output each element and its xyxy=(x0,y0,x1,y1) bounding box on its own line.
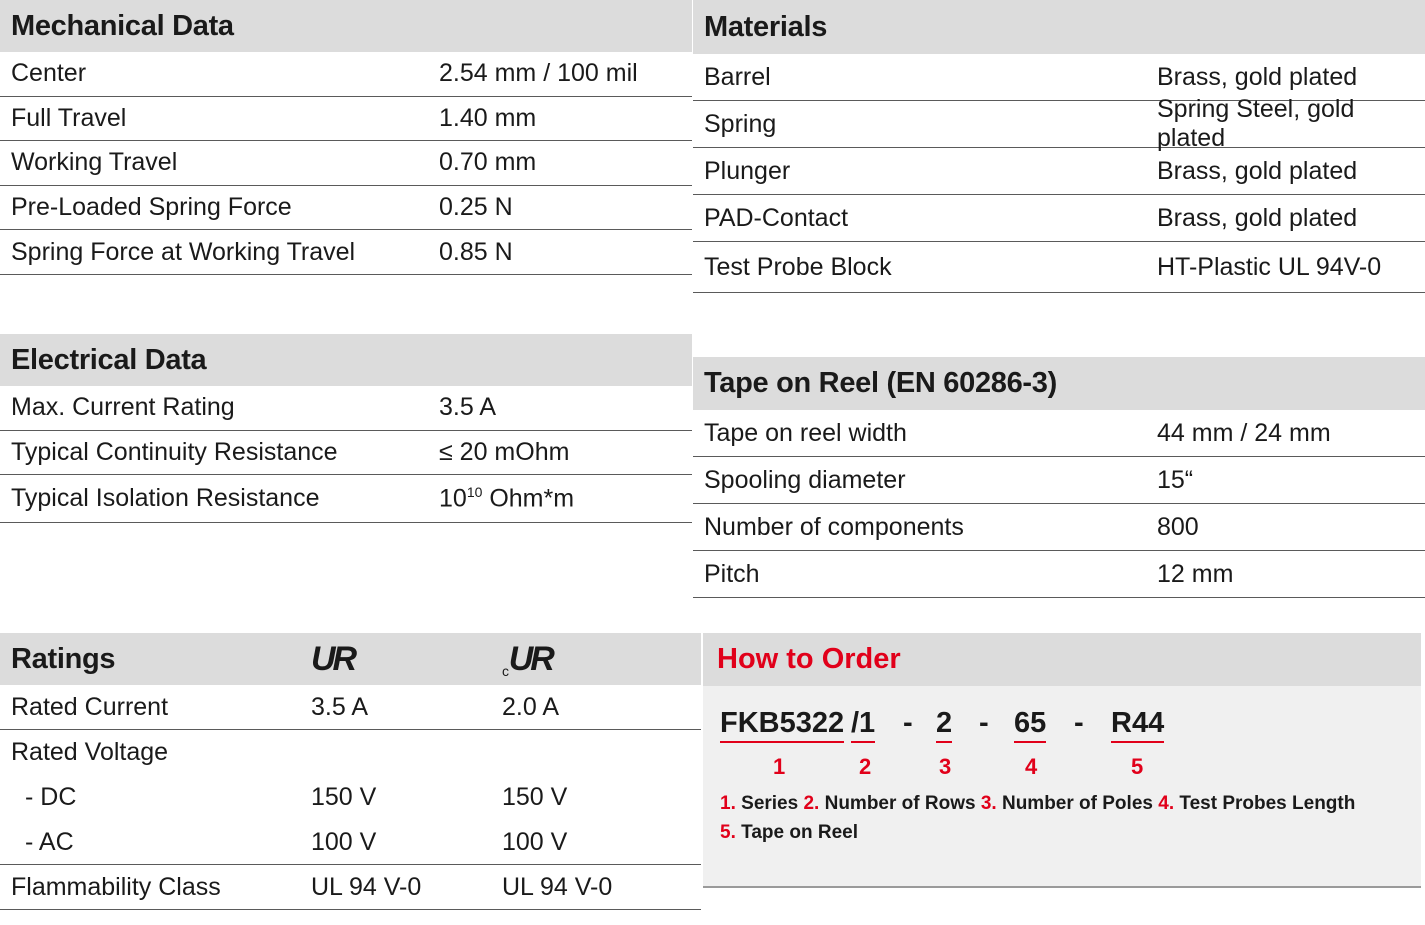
order-position-number: 3 xyxy=(939,754,952,779)
row-label: Max. Current Rating xyxy=(11,393,235,422)
legend-text: Series xyxy=(741,793,799,814)
row-value: 0.70 mm xyxy=(439,148,537,177)
order-position-number: 5 xyxy=(1131,754,1144,779)
legend-number: 4. xyxy=(1158,793,1175,814)
table-row xyxy=(0,730,701,775)
row-label: Number of components xyxy=(704,512,964,541)
electrical-data-title: Electrical Data xyxy=(0,334,692,386)
row-label: Flammability Class xyxy=(11,872,221,901)
legend-number: 2. xyxy=(803,793,820,814)
row-label: Typical Isolation Resistance xyxy=(11,484,320,513)
row-label: Rated Voltage xyxy=(11,738,169,766)
row-value-ul: 100 V xyxy=(311,827,377,856)
row-label: Test Probe Block xyxy=(704,252,892,281)
order-code-separator: - xyxy=(979,707,989,739)
row-value-ul: 3.5 A xyxy=(311,692,368,721)
value-base: 10 xyxy=(439,484,467,513)
row-label: Working Travel xyxy=(11,148,178,177)
legend-text: Tape on Reel xyxy=(741,822,858,843)
row-value: Brass, gold plated xyxy=(1157,203,1358,232)
value-unit: Ohm*m xyxy=(482,484,575,513)
mechanical-data-table xyxy=(0,0,692,275)
row-value: Brass, gold plated xyxy=(1157,156,1358,185)
ratings-table xyxy=(0,633,701,910)
row-label: - DC xyxy=(25,783,77,811)
tape-on-reel-title: Tape on Reel (EN 60286-3) xyxy=(693,357,1425,410)
order-legend-line xyxy=(720,822,858,844)
ur-mark-icon: UR xyxy=(311,639,355,678)
order-code-length: 65 xyxy=(1014,707,1046,743)
order-code-separator: - xyxy=(903,707,913,739)
order-position-number: 4 xyxy=(1025,754,1038,779)
row-label: Full Travel xyxy=(11,103,127,132)
table-row xyxy=(693,54,1425,101)
row-value-cul: 150 V xyxy=(502,783,568,811)
row-value: 0.25 N xyxy=(439,193,513,222)
materials-table xyxy=(693,0,1425,293)
row-value: Spring Steel, gold plated xyxy=(1157,95,1355,152)
legend-text: Test Probes Length xyxy=(1179,793,1356,814)
table-row xyxy=(0,141,692,186)
row-label: PAD-Contact xyxy=(704,203,849,232)
value-exponent: 10 xyxy=(466,484,483,501)
ratings-header xyxy=(0,633,701,685)
table-row xyxy=(0,186,692,231)
legend-number: 1. xyxy=(720,793,736,814)
legend-text: Number of Poles xyxy=(1001,793,1153,814)
cul-recognized-logo xyxy=(502,640,552,679)
table-row xyxy=(0,475,692,523)
table-row xyxy=(0,775,701,820)
ul-recognized-logo xyxy=(311,640,502,679)
row-value: Brass, gold plated xyxy=(1157,62,1358,91)
row-value-ul: UL 94 V-0 xyxy=(311,872,422,901)
row-value: 2.54 mm / 100 mil xyxy=(439,59,638,88)
row-value-cul: 100 V xyxy=(502,827,568,856)
row-value-cul: UL 94 V-0 xyxy=(502,872,613,901)
row-label: Center xyxy=(11,59,87,88)
row-value: ≤ 20 mOhm xyxy=(439,437,570,466)
mechanical-data-title: Mechanical Data xyxy=(0,0,692,52)
table-row xyxy=(693,195,1425,242)
table-row xyxy=(0,52,692,97)
row-label: Tape on reel width xyxy=(704,418,907,447)
cul-prefix: c xyxy=(502,662,509,679)
table-row xyxy=(0,820,701,865)
table-row xyxy=(0,431,692,476)
order-code-separator: - xyxy=(1074,707,1084,739)
row-label: Typical Continuity Resistance xyxy=(11,437,338,466)
table-row xyxy=(693,148,1425,195)
table-row xyxy=(0,97,692,142)
row-value: 800 xyxy=(1157,512,1199,541)
how-to-order-panel xyxy=(703,633,1421,888)
row-label: Rated Current xyxy=(11,692,169,721)
row-label: - AC xyxy=(25,827,74,856)
table-row xyxy=(0,386,692,431)
order-code-poles: 2 xyxy=(936,707,952,743)
legend-number: 3. xyxy=(980,793,997,814)
order-code-tape: R44 xyxy=(1111,707,1164,743)
table-row xyxy=(0,230,692,275)
row-value: 44 mm / 24 mm xyxy=(1157,418,1331,447)
row-value-ul: 150 V xyxy=(311,783,377,811)
row-value: 0.85 N xyxy=(439,237,513,266)
electrical-data-table xyxy=(0,334,692,523)
table-row xyxy=(0,865,701,910)
row-label: Pre-Loaded Spring Force xyxy=(11,193,292,222)
materials-title: Materials xyxy=(693,0,1425,54)
row-value xyxy=(439,484,574,513)
order-legend-line xyxy=(720,793,1355,815)
cur-mark-icon: UR xyxy=(508,639,552,678)
row-label: Spooling diameter xyxy=(704,465,906,494)
row-value: 12 mm xyxy=(1157,559,1234,588)
table-row xyxy=(693,410,1425,457)
row-label: Pitch xyxy=(704,559,760,588)
row-value: 3.5 A xyxy=(439,393,496,422)
how-to-order-title: How to Order xyxy=(703,633,1421,686)
legend-number: 5. xyxy=(720,822,736,843)
row-value: HT-Plastic UL 94V-0 xyxy=(1157,252,1382,281)
row-label: Spring xyxy=(704,109,777,138)
ratings-title: Ratings xyxy=(11,642,116,675)
table-row xyxy=(693,504,1425,551)
row-value: 1.40 mm xyxy=(439,103,537,132)
table-row xyxy=(693,95,1425,152)
row-value-cul: 2.0 A xyxy=(502,692,559,721)
legend-text: Number of Rows xyxy=(824,793,976,814)
row-value: 15“ xyxy=(1157,465,1194,494)
order-position-number: 2 xyxy=(859,754,872,779)
row-label: Barrel xyxy=(704,62,771,91)
order-code-series: FKB5322 xyxy=(720,707,844,743)
order-code-rows: /1 xyxy=(851,707,875,743)
tape-on-reel-table xyxy=(693,357,1425,598)
table-row xyxy=(693,242,1425,293)
table-row xyxy=(0,685,701,730)
row-label: Spring Force at Working Travel xyxy=(11,237,356,266)
order-position-number: 1 xyxy=(773,754,786,779)
row-label: Plunger xyxy=(704,156,791,185)
table-row xyxy=(693,457,1425,504)
table-row xyxy=(693,551,1425,598)
